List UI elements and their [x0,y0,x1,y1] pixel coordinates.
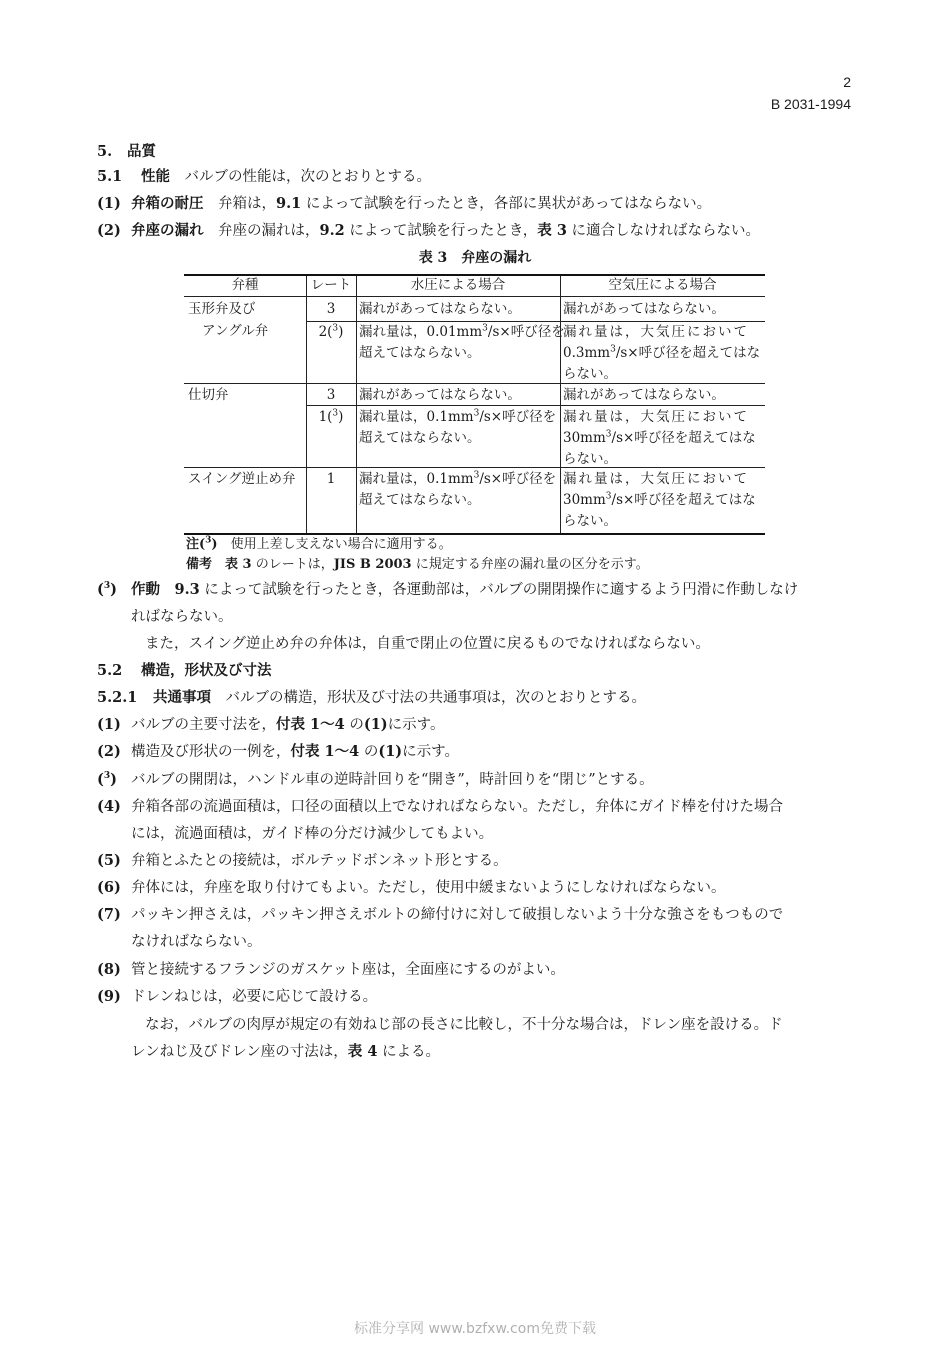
item-text: 弁体には，弁座を取り付けてもよい。ただし，使用中緩まないようにしなければならない。 [131,880,726,896]
item-text: に示す。 [387,717,445,733]
item-text: に示す。 [402,744,459,760]
col-header-valve-type: 弁種 [231,277,259,293]
item-number: (6) [97,879,121,896]
col-header-rate: レート [310,277,352,293]
remark-text: に規定する弁座の漏れ量の区分を示す。 [415,557,649,572]
water-criterion: 漏れがあってはならない。 [359,301,521,317]
rate: 3 [326,301,336,317]
list-item-2 [97,742,459,762]
item-number: (9) [97,988,121,1005]
item-text: 管と接続するフランジのガスケット座は，全面座にするのがよい。 [131,962,565,978]
list-item-7 [97,905,783,925]
water-criterion: 漏れ量は，$0.1mm^3/s\times$呼び径を [359,470,557,487]
appendix-ref: (1) [378,743,403,760]
item-number: (8) [97,961,121,978]
list-item-7-cont: なければならない。 [131,934,262,950]
clause-ref: 9.3 [174,581,200,598]
list-item-9 [97,987,377,1007]
item-text: に適合しなければならない。 [571,223,761,239]
item-text: レンねじ及びドレン座の寸法は， [131,1044,348,1060]
item-text: 弁箱とふたとの接続は，ボルテッドボンネット形とする。 [131,853,508,869]
item-text: バルブの主要寸法を， [131,717,276,733]
item-number: (1) [97,195,121,212]
table-note [186,535,452,555]
clause-ref: 9.2 [319,222,345,239]
note-label: 注($^3$) [186,535,218,552]
water-criterion: 超えてはならない。 [359,430,481,446]
para-2 [97,221,760,241]
item-text: の [363,744,379,760]
section-text: バルブの構造，形状及び寸法の共通事項は，次のとおりとする。 [225,690,646,706]
item-number: (5) [97,852,121,869]
watermark: 标准分享网 www.bzfxw.com免费下载 [354,1321,596,1337]
appendix-ref: 付表 1～4 [276,716,345,733]
item-number: ($^3$) [97,581,118,598]
list-item-4-cont: には，流過面積は，ガイド棒の分だけ減少してもよい。 [131,826,494,842]
air-criterion: らない。 [563,366,617,382]
item-number: (1) [97,716,121,733]
water-criterion: 漏れ量は，$0.01mm^3/s\times$呼び径を [359,323,565,340]
water-criterion: 漏れ量は，$0.1mm^3/s\times$呼び径を [359,408,557,425]
rate: 1($^3$) [318,408,344,425]
section-title: 共通事項 [153,689,211,706]
item-title: 作動 [131,581,160,598]
section-5-1 [97,167,431,187]
air-criterion: 漏れ量は，大気圧において [563,324,749,340]
item-text: によって試験を行ったとき，各運動部は，バルブの開閉操作に適するよう円滑に作動しなけ [204,582,799,598]
item-text: 弁箱各部の流過面積は，口径の面積以上でなければならない。ただし，弁体にガイド棒を付けた場合 [131,799,784,815]
item-title: 弁座の漏れ [131,222,204,239]
para-3-cont: ればならない。 [131,609,233,625]
clause-ref: 9.1 [276,195,302,212]
list-item-3 [97,770,654,790]
remark-text: のレートは， [255,557,334,572]
water-criterion: 超えてはならない。 [359,492,481,508]
item-text: バルブの開閉は，ハンドル車の逆時計回りを“開き”，時計回りを“閉じ”とする。 [131,772,654,788]
list-item-6 [97,878,726,898]
item-text: パッキン押さえは，パッキン押さえボルトの締付けに対して破損しないよう十分な強さをもつもので [131,907,784,923]
valve-type: 仕切弁 [188,387,229,403]
list-item-9-cont: なお，バルブの肉厚が規定の有効ねじ部の長さに比較し，不十分な場合は，ドレン座を設ける。ド [145,1017,783,1033]
air-criterion: $30mm^3/s\times$呼び径を超えてはな [563,429,756,446]
valve-seat-leakage-table [184,274,765,535]
standard-ref: JIS B 2003 [333,557,412,572]
item-text: ドレンねじは，必要に応じて設ける。 [131,989,378,1005]
rate: 2($^3$) [318,323,344,340]
valve-type: アングル弁 [202,323,269,339]
item-text: 弁座の漏れは， [218,223,320,239]
air-criterion: らない。 [563,513,617,529]
item-number: (7) [97,906,121,923]
table-caption: 表 3 弁座の漏れ [418,250,532,266]
rate: 1 [326,471,336,487]
para-3 [97,580,798,600]
section-number: 5.2.1 [97,689,138,706]
section-5-heading [97,142,156,162]
item-text: による。 [382,1044,441,1060]
rate: 3 [326,387,336,403]
item-number: (2) [97,743,121,760]
appendix-ref: 付表 1～4 [290,743,360,760]
section-title: 性能 [141,168,170,185]
item-text: 構造及び形状の一例を， [131,744,291,760]
section-5-2-1 [97,688,646,708]
air-criterion: らない。 [563,451,617,467]
list-item-1 [97,715,445,735]
page-number: 2 [843,74,851,90]
list-item-4 [97,797,783,817]
appendix-ref: (1) [363,716,388,733]
water-criterion: 超えてはならない。 [359,345,481,361]
air-criterion: $30mm^3/s\times$呼び径を超えてはな [563,491,756,508]
section-title: 品質 [127,143,156,160]
valve-type: スイング逆止め弁 [188,471,296,487]
item-number: (2) [97,222,121,239]
note-text: 使用上差し支えない場合に適用する。 [230,537,452,552]
item-number: (4) [97,798,121,815]
item-text: によって試験を行ったとき，各部に異状があってはならない。 [305,196,712,212]
document-code: B 2031-1994 [770,96,851,112]
section-text: バルブの性能は，次のとおりとする。 [184,169,431,185]
section-5-2 [97,661,272,681]
air-criterion: 漏れがあってはならない。 [563,387,725,403]
air-criterion: $0.3mm^3/s\times$呼び径を超えてはな [563,344,761,361]
section-number: 5.2 [97,662,123,679]
section-number: 5. [97,143,113,160]
air-criterion: 漏れ量は，大気圧において [563,409,749,425]
list-item-5 [97,851,508,871]
table-remark [186,555,649,575]
item-text: の [349,717,364,733]
table-ref: 表 3 [537,222,567,239]
table-ref: 表 3 [225,557,252,572]
col-header-water: 水圧による場合 [410,277,506,293]
item-number: ($^3$) [97,771,118,788]
remark-label: 備考 [186,557,213,572]
air-criterion: 漏れ量は，大気圧において [563,471,749,487]
item-text: 弁箱は， [218,196,276,212]
col-header-air: 空気圧による場合 [608,277,717,293]
air-criterion: 漏れがあってはならない。 [563,301,725,317]
valve-type: 玉形弁及び [188,301,256,317]
list-item-9-cont [131,1042,440,1062]
section-title: 構造，形状及び寸法 [141,662,272,679]
section-number: 5.1 [97,168,123,185]
para-3-cont: また，スイング逆止め弁の弁体は，自重で閉止の位置に戻るものでなければならない。 [145,636,710,652]
water-criterion: 漏れがあってはならない。 [359,387,521,403]
table-rule [184,296,765,297]
table-ref: 表 4 [347,1043,378,1060]
item-text: によって試験を行ったとき， [349,223,538,239]
para-1 [97,194,711,214]
item-title: 弁箱の耐圧 [131,195,204,212]
list-item-8 [97,960,565,980]
